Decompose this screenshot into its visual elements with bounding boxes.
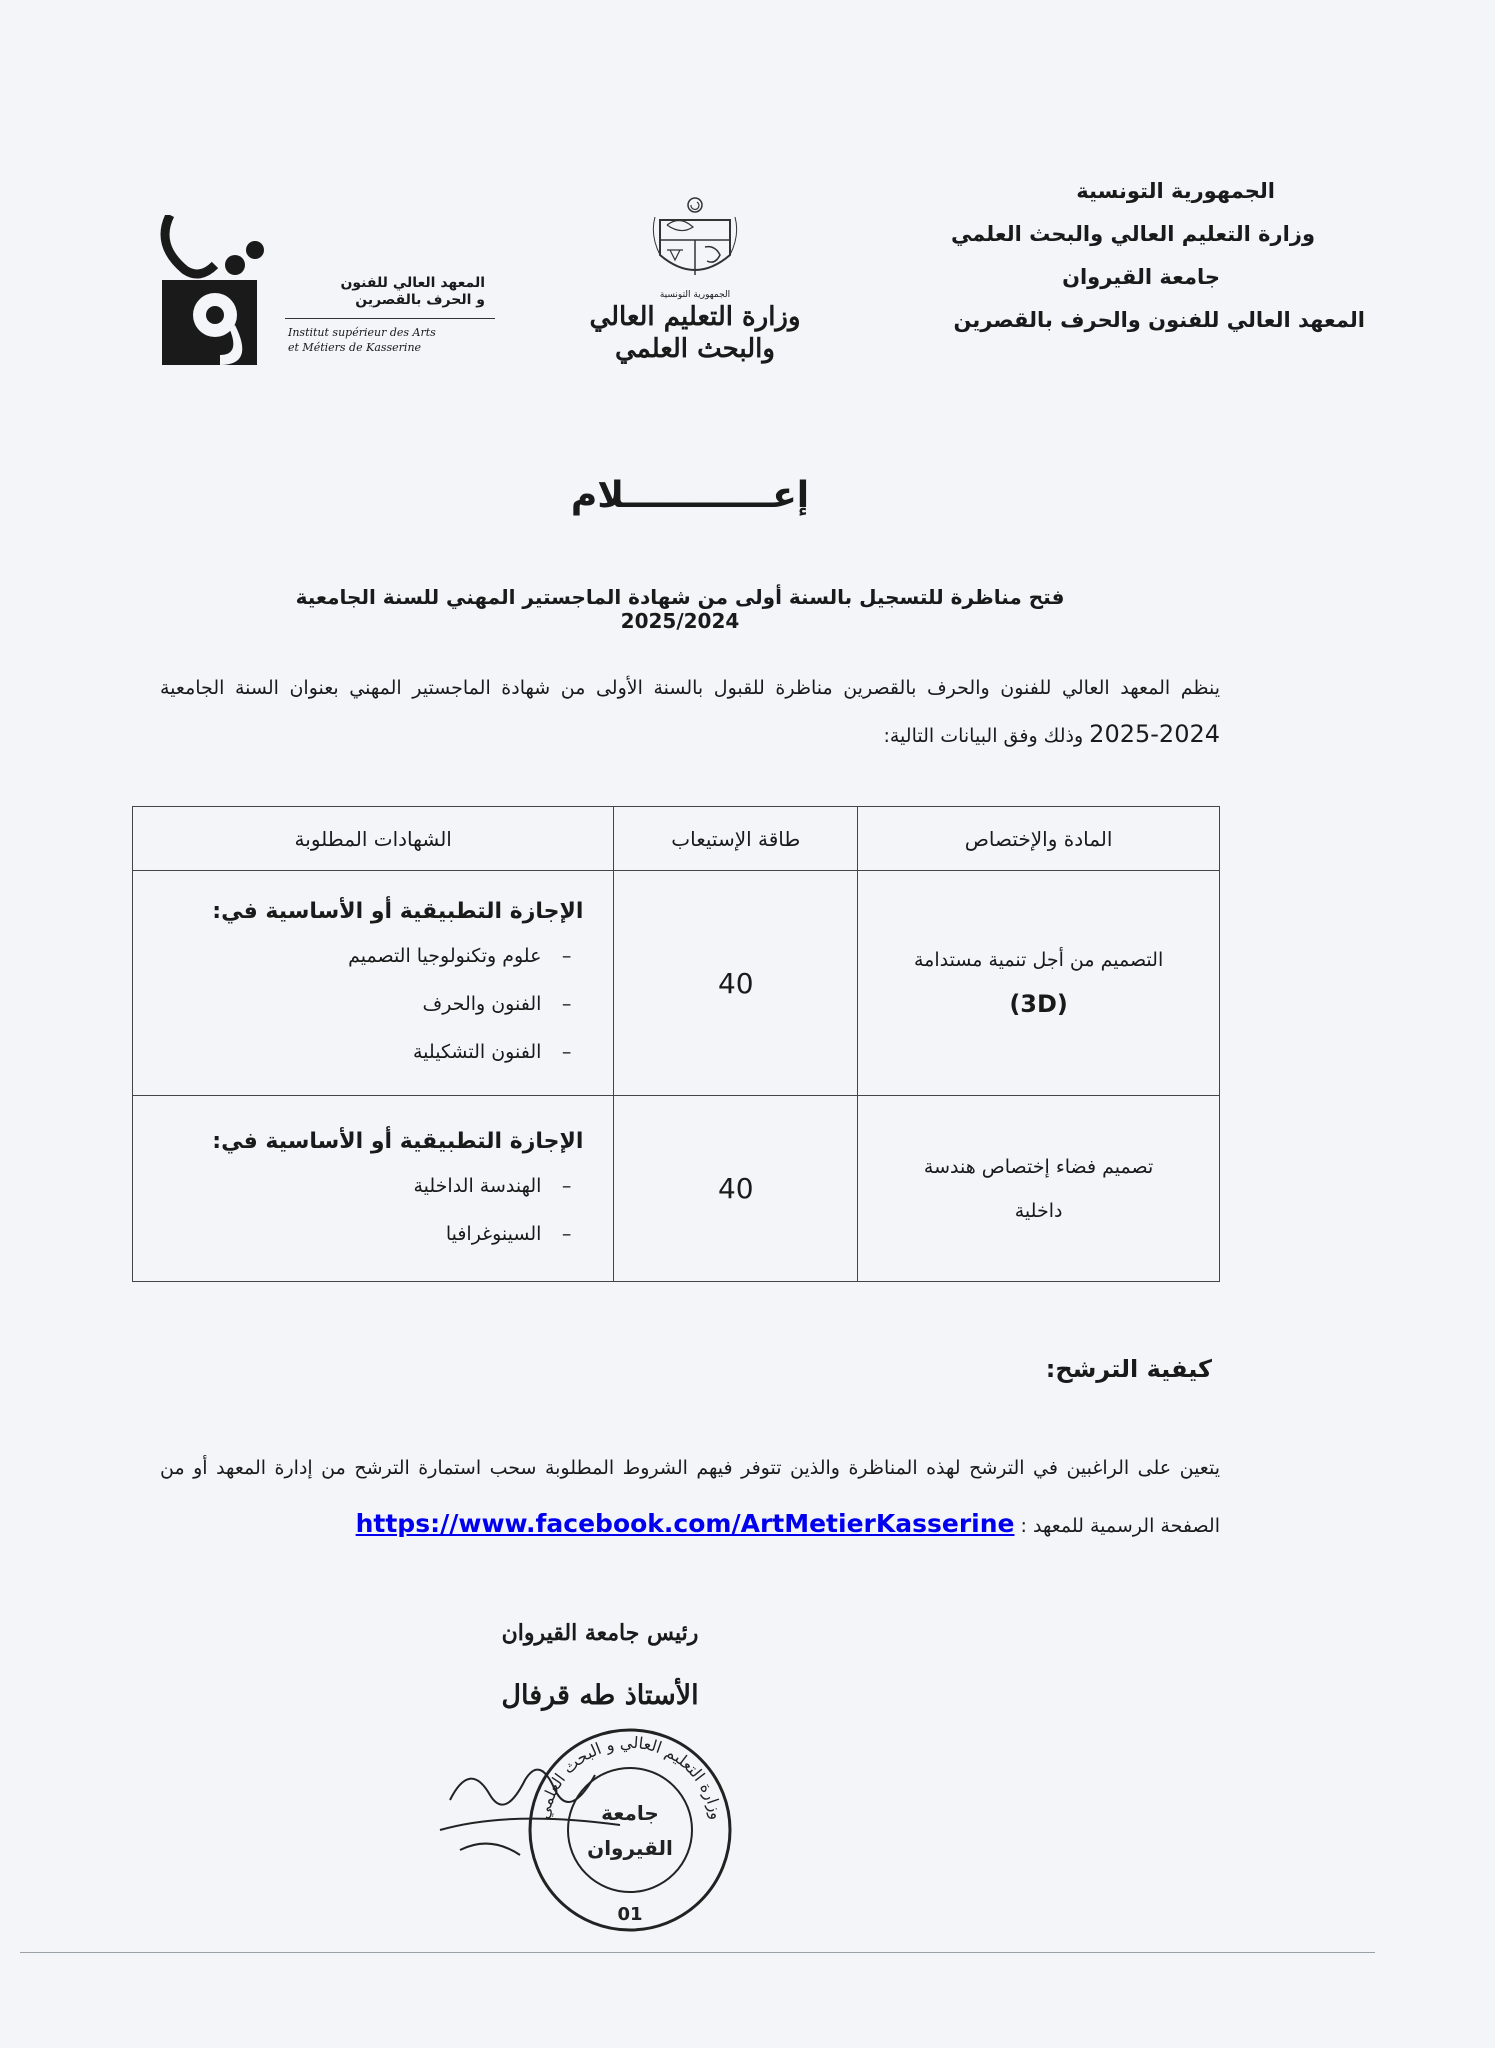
certificate-name: الفنون والحرف [422,993,542,1015]
application-body: يتعين على الراغبين في الترشح لهذه المناظرة والذين تتوفر فيهم الشروط المطلوبة سحب استمارة الترشح من إدارة المعهد أو من الصفحة الرسمية للمعهد : [160,1457,1220,1537]
logo-french-text [288,325,488,355]
institute-name: المعهد العالي للفنون والحرف بالقصرين [953,308,1365,332]
logo-arabic-line2: و الحرف بالقصرين [355,292,485,308]
signatory-role: رئيس جامعة القيروان [501,1620,699,1646]
signature-block [440,1615,760,1721]
programs-table [132,806,1220,1282]
capacity-cell: 40 [614,871,858,1096]
certificate-name: السينوغرافيا [445,1222,542,1245]
application-text [160,1440,1220,1554]
certificates-cell [133,1096,614,1282]
intro-text: ينظم المعهد العالي للفنون والحرف بالقصرين مناظرة للقبول بالسنة الأولى من شهادة الماجستير المهني بعنوان السنة الجامعية [160,677,1220,699]
coat-of-arms-icon [645,195,745,290]
stamp-number: 01 [617,1904,643,1925]
header-specialty: المادة والإختصاص [858,807,1220,871]
certificate-name: علوم وتكنولوجيا التصميم [348,945,542,967]
logo-divider [285,318,495,319]
certificates-heading: الإجازة التطبيقية أو الأساسية في: [212,899,584,924]
specialty-name: تصميم فضاء إختصاص هندسة [923,1155,1154,1178]
list-item: –السينوغرافيا [445,1222,572,1245]
announcement-intro [160,665,1220,759]
emblem-ministry-line1: وزارة التعليم العالي [589,302,801,332]
header-certificates: الشهادات المطلوبة [133,807,614,871]
table-row [133,1096,1220,1282]
qaf-logo-icon [160,215,280,370]
announcement-subtitle: فتح مناظرة للتسجيل بالسنة أولى من شهادة الماجستير المهني للسنة الجامعية 2025/2024 [295,585,1065,633]
certificate-name: الفنون التشكيلية [413,1041,542,1063]
table-row [133,871,1220,1096]
logo-french-line2: et Métiers de Kasserine [288,341,422,354]
signatory-name: الأستاذ طه قرفال [501,1680,699,1711]
stamp-ring-text: وزارة التعليم العالي و البحث العلمي [533,1732,727,1821]
specialty-cell [858,1096,1220,1282]
stamp-center-line1: جامعة [601,1801,659,1825]
specialty-cell [858,871,1220,1096]
certificates-list [143,932,583,1076]
certificate-name: الهندسة الداخلية [413,1174,542,1197]
list-item: –الفنون التشكيلية [413,1041,572,1063]
table-header-row [133,807,1220,871]
announcement-title: إعــــــــــــلام [570,475,810,516]
certificates-cell [133,871,614,1096]
emblem-caption: الجمهورية التونسية [659,290,731,300]
header-block [855,170,1365,342]
specialty-name: التصميم من أجل تنمية مستدامة [913,949,1164,971]
header-capacity: طاقة الإستيعاب [614,807,858,871]
list-item: –الفنون والحرف [422,993,572,1015]
logo-arabic-text [285,275,485,309]
republic-name: الجمهورية التونسية [1076,179,1275,203]
certificates-list [143,1162,583,1258]
facebook-link[interactable]: https://www.facebook.com/ArtMetierKasserine [355,1509,1015,1538]
application-heading: كيفية الترشح: [1045,1355,1212,1383]
intro-year: 2024-2025 [1089,720,1220,748]
capacity-cell: 40 [614,1096,858,1282]
university-name: جامعة القيروان [1062,265,1220,289]
emblem-ministry-line2: والبحث العلمي [615,334,775,364]
stamp-center-line2: القيروان [587,1836,673,1860]
ministry-name: وزارة التعليم العالي والبحث العلمي [950,222,1315,246]
institute-logo [160,215,490,375]
logo-arabic-line1: المعهد العالي للفنون [340,275,485,291]
ministry-emblem [560,195,830,370]
list-item: –علوم وتكنولوجيا التصميم [348,945,572,967]
certificates-heading: الإجازة التطبيقية أو الأساسية في: [212,1128,584,1154]
list-item: –الهندسة الداخلية [413,1174,572,1197]
specialty-tag: (3D) [1009,990,1068,1018]
intro-tail: وذلك وفق البيانات التالية: [883,725,1084,747]
logo-french-line1: Institut supérieur des Arts [288,326,436,339]
specialty-tag: داخلية [1014,1199,1063,1222]
page-bottom-rule [20,1952,1375,1953]
university-stamp [520,1720,740,1940]
